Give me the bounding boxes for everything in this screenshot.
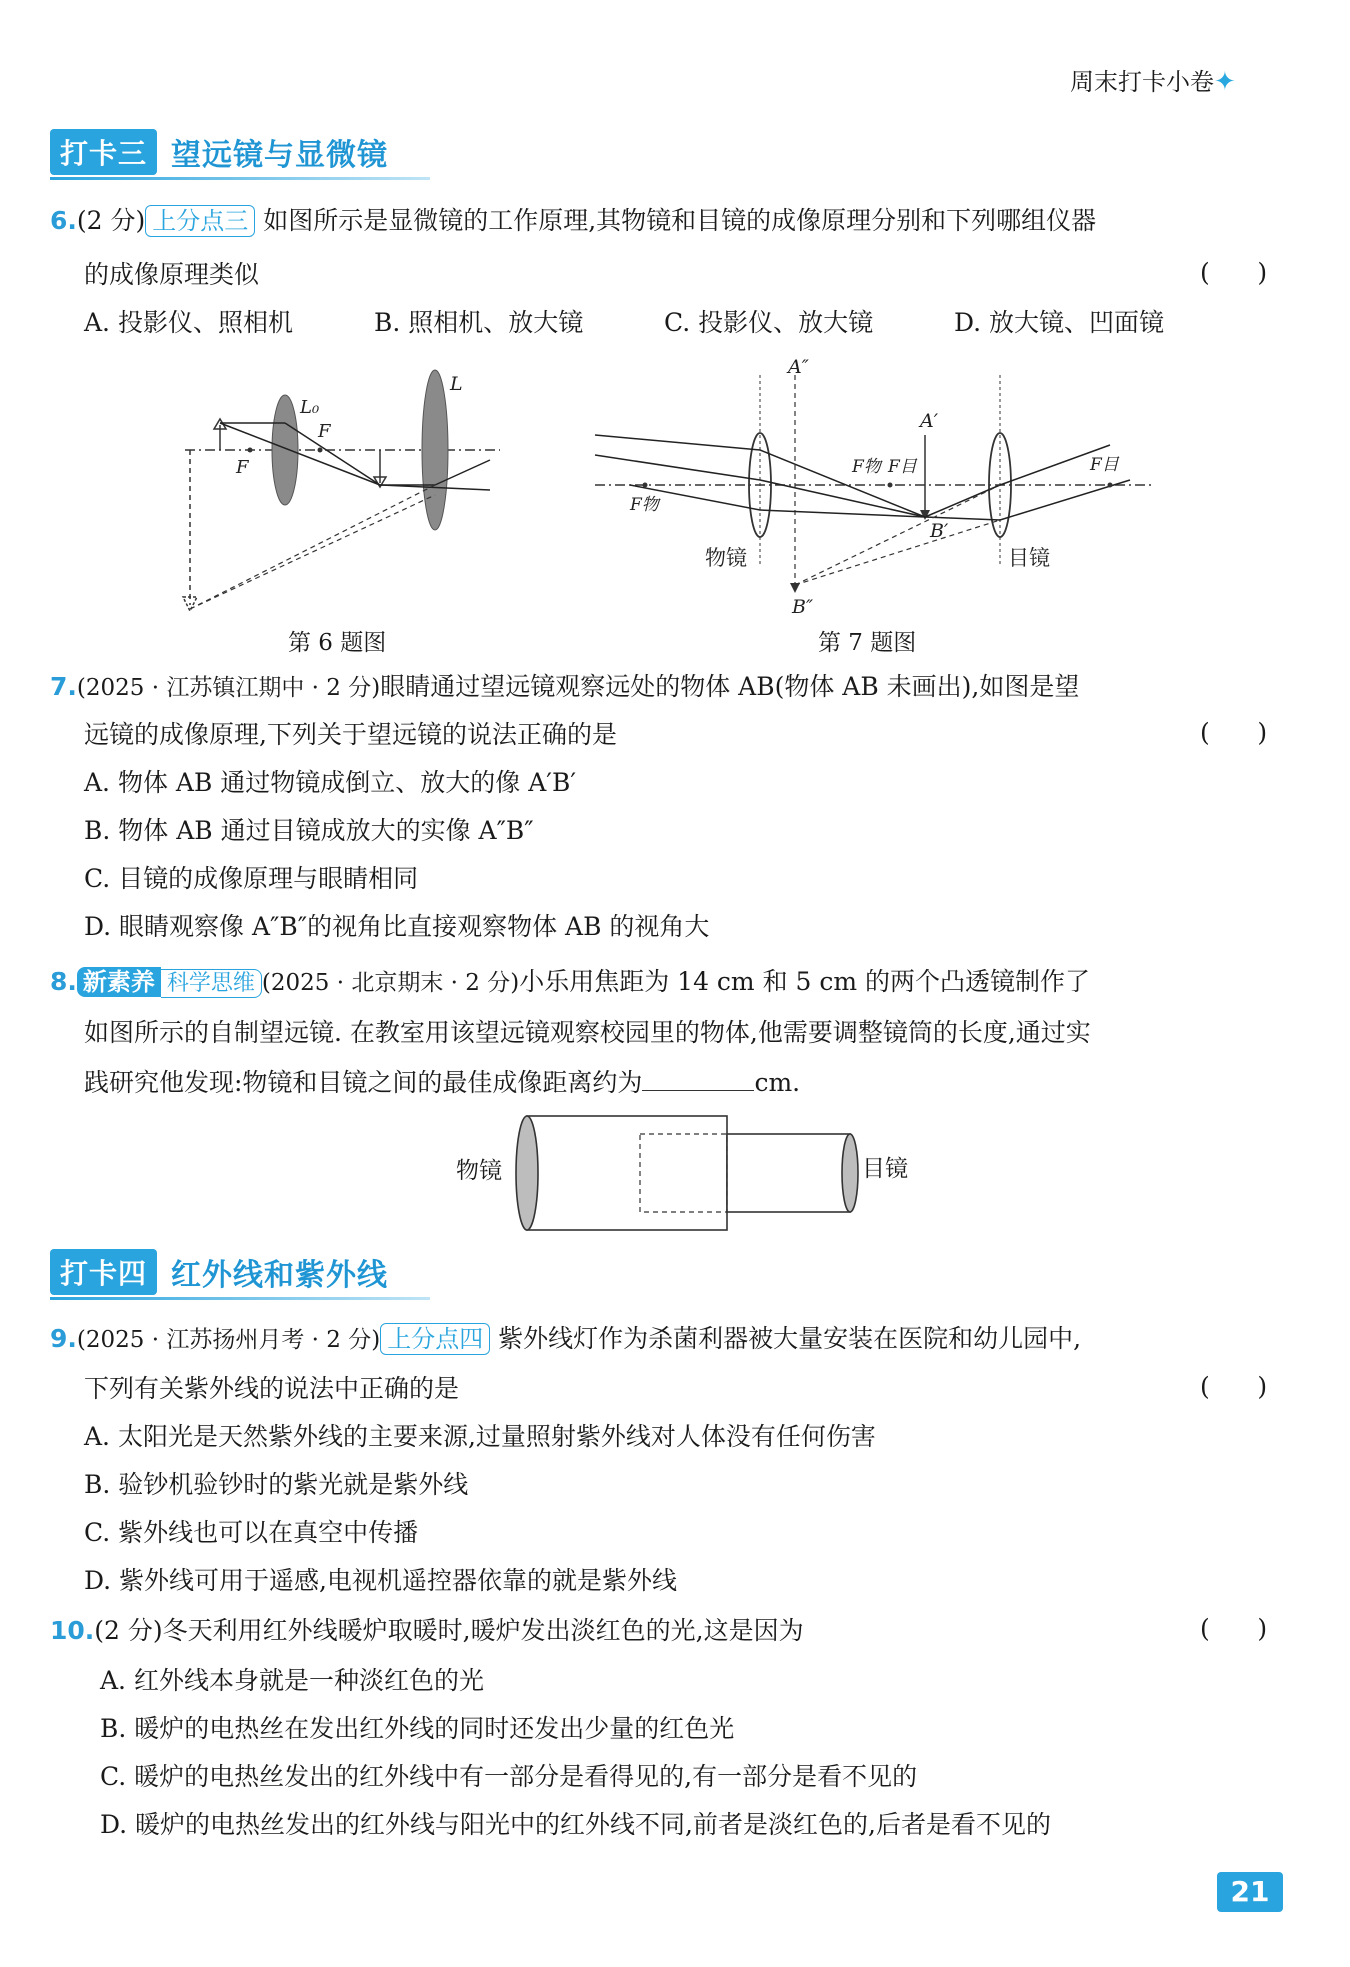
q6-point-tag: 上分点三 (145, 205, 255, 237)
q9-option-a: A. 太阳光是天然紫外线的主要来源,过量照射紫外线对人体没有任何伤害 (84, 1422, 876, 1451)
q8-tag-new-literacy: 新素养 (77, 967, 161, 997)
fig6-label-l: L (450, 373, 463, 395)
q6-stem-line2: 的成像原理类似 (84, 260, 260, 289)
section-tag: 打卡三 (50, 129, 157, 175)
q10-score: (2 分) (94, 1616, 163, 1645)
section-underline (50, 1297, 430, 1300)
sparkle-icon: ✦ (1214, 67, 1236, 97)
fig6-label-f-left: F (236, 457, 249, 478)
section-title: 红外线和紫外线 (171, 1258, 389, 1293)
q8-stem-line1 (50, 965, 1090, 1000)
q7-option-d: D. 眼睛观察像 A″B″的视角比直接观察物体 AB 的视角大 (84, 912, 710, 941)
q8-number: 8. (50, 967, 77, 996)
fig7-label-a2: A″ (788, 356, 809, 378)
q8-source: (2025 · 北京期末 · 2 分) (261, 970, 520, 996)
q9-stem1: 紫外线灯作为杀菌利器被大量安装在医院和幼儿园中, (498, 1324, 1082, 1353)
q9-option-d: D. 紫外线可用于遥感,电视机遥控器依靠的就是紫外线 (84, 1566, 677, 1595)
q6-answer-paren: ( ) (1200, 258, 1268, 287)
q6-option-a: A. 投影仪、照相机 (84, 308, 293, 337)
q8-tag-scientific-thinking: 科学思维 (161, 969, 262, 998)
q10-answer-paren: ( ) (1200, 1614, 1268, 1643)
corner-label-text: 周末打卡小卷 (1070, 68, 1214, 96)
q7-number: 7. (50, 672, 77, 701)
fig7-label-objective: 物镜 (705, 546, 747, 570)
q6-option-b: B. 照相机、放大镜 (374, 308, 584, 337)
fig7-label-fmu-right: F目 (1090, 455, 1119, 475)
fig7-label-fmu-left: F目 (888, 457, 917, 477)
fig7-label-b2: B″ (792, 596, 814, 618)
q9-point-tag: 上分点四 (380, 1323, 490, 1355)
q10-option-c: C. 暖炉的电热丝发出的红外线中有一部分是看得见的,有一部分是看不见的 (100, 1762, 918, 1791)
section-header-4 (50, 1248, 388, 1296)
q8-stem-line2: 如图所示的自制望远镜. 在教室用该望远镜观察校园里的物体,他需要调整镜筒的长度,通过实 (84, 1018, 1091, 1047)
q10-stem1: 冬天利用红外线暖炉取暖时,暖炉发出淡红色的光,这是因为 (162, 1616, 804, 1645)
q6-option-d: D. 放大镜、凹面镜 (954, 308, 1165, 337)
q10-option-b: B. 暖炉的电热丝在发出红外线的同时还发出少量的红色光 (100, 1714, 735, 1743)
section-underline (50, 177, 430, 180)
q8-stem-line3 (84, 1066, 800, 1100)
q8-stem1: 小乐用焦距为 14 cm 和 5 cm 的两个凸透镜制作了 (519, 967, 1091, 996)
fig6-label-l0: L₀ (300, 397, 320, 418)
q6-stem1: 如图所示是显微镜的工作原理,其物镜和目镜的成像原理分别和下列哪组仪器 (263, 206, 1097, 235)
q7-option-c: C. 目镜的成像原理与眼睛相同 (84, 864, 419, 893)
q6-score: (2 分) (76, 206, 146, 235)
figure-8-telescope-tube (512, 1112, 862, 1234)
q9-stem-line1 (50, 1322, 1081, 1357)
q9-option-b: B. 验钞机验钞时的紫光就是紫外线 (84, 1470, 469, 1499)
fig7-label-eyepiece: 目镜 (1008, 546, 1050, 570)
figure-6-microscope-diagram (180, 365, 520, 625)
q10-option-a: A. 红外线本身就是一种淡红色的光 (100, 1666, 484, 1695)
q7-answer-paren: ( ) (1200, 718, 1268, 747)
section-title: 望远镜与显微镜 (171, 138, 389, 173)
fig6-caption: 第 6 题图 (288, 630, 387, 656)
q9-answer-paren: ( ) (1200, 1372, 1268, 1401)
q9-source: (2025 · 江苏扬州月考 · 2 分) (76, 1327, 381, 1353)
q10-option-d: D. 暖炉的电热丝发出的红外线与阳光中的红外线不同,前者是淡红色的,后者是看不见的 (100, 1810, 1051, 1839)
fig8-label-eyepiece: 目镜 (862, 1156, 908, 1182)
q9-stem-line2: 下列有关紫外线的说法中正确的是 (84, 1374, 460, 1403)
section-tag: 打卡四 (50, 1249, 157, 1295)
q8-stem3: 践研究他发现:物镜和目镜之间的最佳成像距离约为 (84, 1068, 643, 1097)
fig7-label-b1: B′ (930, 520, 949, 542)
q10-number: 10. (50, 1616, 95, 1645)
fig6-label-f-right: F (318, 421, 331, 442)
q8-unit: cm. (754, 1068, 801, 1097)
q7-source: (2025 · 江苏镇江期中 · 2 分) (76, 675, 381, 701)
q6-number: 6. (50, 206, 77, 235)
q6-stem-line1 (50, 204, 1096, 238)
q7-stem-line1 (50, 670, 1079, 705)
fig7-caption: 第 7 题图 (818, 630, 917, 656)
q9-option-c: C. 紫外线也可以在真空中传播 (84, 1518, 419, 1547)
fig7-label-a1: A′ (920, 410, 939, 432)
section-header-3 (50, 128, 388, 176)
q7-stem-line2: 远镜的成像原理,下列关于望远镜的说法正确的是 (84, 720, 617, 749)
q7-option-b: B. 物体 AB 通过目镜成放大的实像 A″B″ (84, 816, 534, 845)
fig8-label-objective: 物镜 (456, 1158, 502, 1184)
page-number: 21 (1217, 1872, 1283, 1912)
q6-option-c: C. 投影仪、放大镜 (664, 308, 874, 337)
q7-stem1: 眼睛通过望远镜观察远处的物体 AB(物体 AB 未画出),如图是望 (380, 672, 1080, 701)
q8-answer-blank[interactable] (642, 1066, 754, 1091)
fig7-label-fwu-right: F物 (852, 457, 881, 477)
q7-option-a: A. 物体 AB 通过物镜成倒立、放大的像 A′B′ (84, 768, 576, 797)
q10-stem-line1 (50, 1614, 804, 1648)
fig7-label-fwu-left: F物 (630, 495, 659, 515)
q9-number: 9. (50, 1324, 77, 1353)
figure-7-telescope-diagram (590, 355, 1160, 620)
header-corner-label (1070, 62, 1236, 97)
